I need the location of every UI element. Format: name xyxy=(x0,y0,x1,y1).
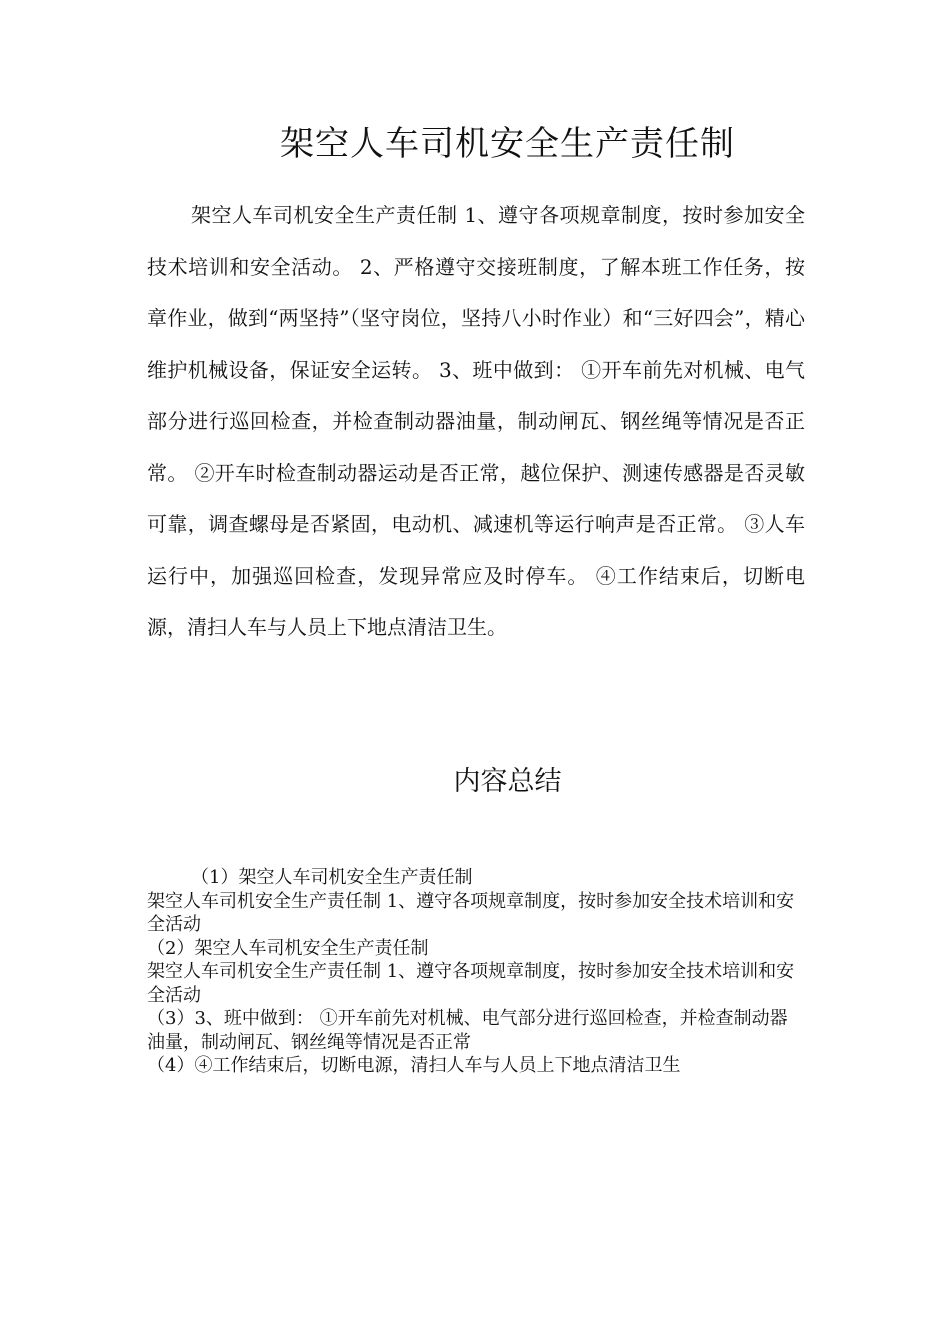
summary-item-title: （3）3、班中做到： ①开车前先对机械、电气部分进行巡回检查，并检查制动器油量，制动闸瓦、钢丝绳等情况是否正常 xyxy=(147,1008,788,1053)
summary-item-title: （1）架空人车司机安全生产责任制 xyxy=(191,867,473,888)
document-body: 架空人车司机安全生产责任制 1、遵守各项规章制度，按时参加安全技术培训和安全活动。 2、严格遵守交接班制度，了解本班工作任务，按章作业，做到“两坚持”（坚守岗位，坚持八小时作业）和“三好四会”，精心维护机械设备，保证安全运转。 3、班中做到： ①开车前先对机械、电气部分进行巡回检查，并检查制动器油量，制动闸瓦、钢丝绳等情况是否正常。 ②开车时检查制动器运动是否正常，越位保护、测速传感器是否灵敏可靠，调查螺母是否紧固，电动机、减速机等运行响声是否正常。 ③人车运行中，加强巡回检查，发现异常应及时停车。 ④工作结束后，切断电源，清扫人车与人员上下地点清洁卫生。 xyxy=(147,203,805,639)
summary-item-title: （4）④工作结束后，切断电源，清扫人车与人员上下地点清洁卫生 xyxy=(147,1055,681,1076)
summary-item-text: 架空人车司机安全生产责任制 1、遵守各项规章制度，按时参加安全技术培训和安全活动 xyxy=(147,890,795,935)
summary-list xyxy=(147,866,802,1078)
summary-item-text: 架空人车司机安全生产责任制 1、遵守各项规章制度，按时参加安全技术培训和安全活动 xyxy=(147,961,795,1006)
summary-item-title: （2）架空人车司机安全生产责任制 xyxy=(147,937,429,959)
document-title: 架空人车司机安全生产责任制 xyxy=(280,124,735,164)
summary-heading: 内容总结 xyxy=(453,766,562,797)
